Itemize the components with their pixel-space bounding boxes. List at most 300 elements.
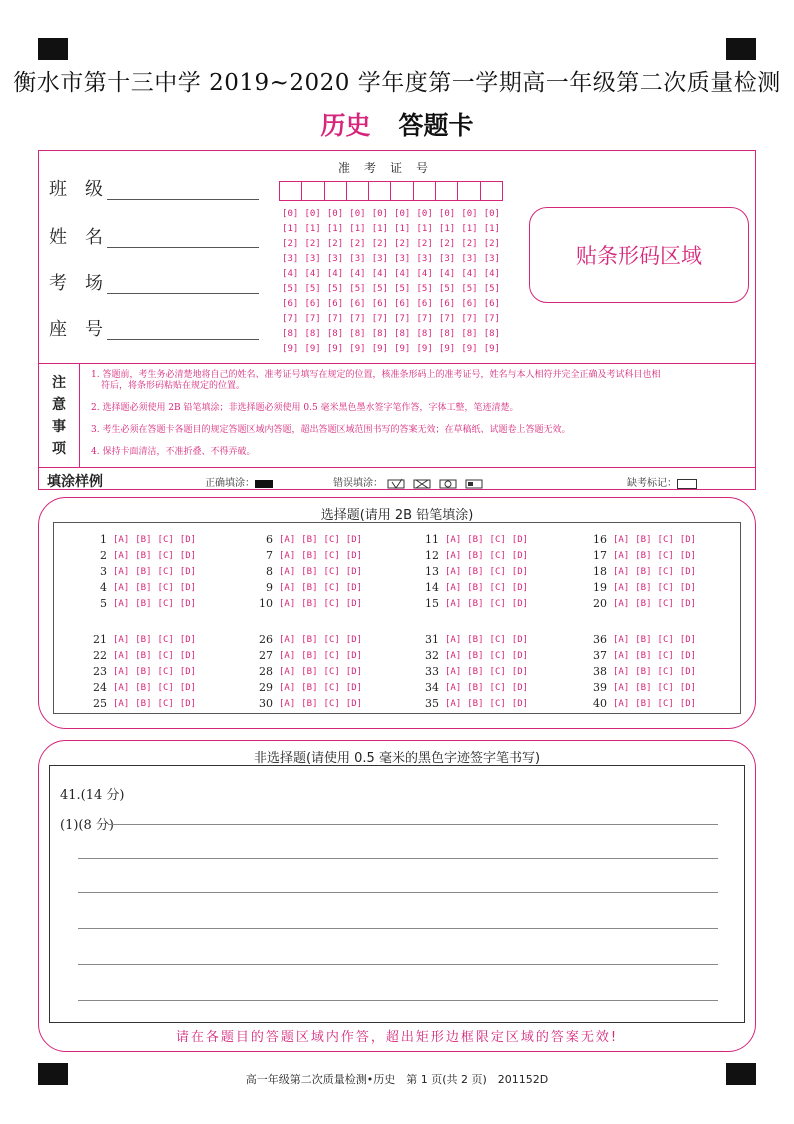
option-bubble[interactable]: [B]	[301, 598, 318, 609]
id-digit-bubble[interactable]: [9]	[483, 344, 500, 354]
id-digit-bubble[interactable]: [4]	[483, 269, 500, 279]
option-bubble[interactable]: [C]	[489, 550, 506, 561]
id-digit-bubble[interactable]: [8]	[326, 329, 344, 339]
option-bubble[interactable]: [D]	[179, 666, 197, 677]
id-digit-bubble[interactable]: [3]	[326, 254, 344, 264]
option-bubble[interactable]: [B]	[135, 566, 152, 577]
id-digit-bubble[interactable]: [0]	[483, 209, 500, 219]
option-bubble[interactable]: [C]	[323, 698, 340, 709]
id-digit-bubble[interactable]: [6]	[461, 299, 478, 309]
id-digit-bubble[interactable]: [3]	[282, 254, 299, 264]
option-bubble[interactable]: [B]	[301, 550, 318, 561]
id-digit-bubble[interactable]: [7]	[304, 314, 321, 324]
option-bubble[interactable]: [D]	[179, 534, 197, 545]
field-line[interactable]	[107, 199, 259, 200]
id-digit-bubble[interactable]: [6]	[416, 299, 433, 309]
option-bubble[interactable]: [A]	[613, 598, 630, 609]
id-digit-bubble[interactable]: [3]	[438, 254, 456, 264]
option-bubble[interactable]: [D]	[511, 682, 529, 693]
option-bubble[interactable]: [A]	[445, 598, 462, 609]
id-digit-bubble[interactable]: [8]	[416, 329, 433, 339]
option-bubble[interactable]: [B]	[635, 534, 652, 545]
id-digit-bubble[interactable]: [7]	[461, 314, 478, 324]
option-bubble[interactable]: [A]	[445, 582, 462, 593]
option-bubble[interactable]: [A]	[279, 550, 296, 561]
id-digit-bubble[interactable]: [7]	[416, 314, 433, 324]
question-41-part-1-label: (1)(8 分)	[60, 818, 114, 833]
option-bubble[interactable]: [A]	[445, 634, 462, 645]
id-digit-bubble[interactable]: [9]	[438, 344, 456, 354]
option-bubble[interactable]: [B]	[301, 682, 318, 693]
field-seat	[49, 315, 103, 341]
option-bubble[interactable]: [C]	[657, 598, 674, 609]
option-bubble[interactable]: [B]	[135, 634, 152, 645]
option-bubble[interactable]: [C]	[657, 582, 674, 593]
option-bubble[interactable]: [C]	[157, 598, 174, 609]
registration-mark-top-left	[38, 38, 68, 60]
option-bubble[interactable]: [B]	[635, 698, 652, 709]
id-digit-bubble[interactable]: [3]	[394, 254, 411, 264]
option-bubble[interactable]: [D]	[679, 534, 697, 545]
answer-line[interactable]	[78, 892, 718, 893]
option-bubble[interactable]: [A]	[613, 682, 630, 693]
question-number: 33	[425, 665, 439, 678]
id-digit-bubble[interactable]: [0]	[416, 209, 433, 219]
option-bubble[interactable]: [B]	[135, 682, 152, 693]
option-bubble[interactable]: [D]	[179, 698, 197, 709]
option-bubble[interactable]: [B]	[301, 634, 318, 645]
question-number: 3	[100, 565, 107, 578]
option-bubble[interactable]: [A]	[445, 650, 462, 661]
option-bubble[interactable]: [D]	[345, 650, 363, 661]
option-bubble[interactable]: [D]	[679, 582, 697, 593]
option-bubble[interactable]: [A]	[613, 582, 630, 593]
id-digit-bubble[interactable]: [6]	[326, 299, 344, 309]
option-bubble[interactable]: [B]	[135, 582, 152, 593]
option-bubble[interactable]: [C]	[157, 550, 174, 561]
id-digit-bubble[interactable]: [5]	[326, 284, 344, 294]
answer-frame[interactable]	[49, 765, 745, 1023]
answer-line[interactable]	[78, 1000, 718, 1001]
id-digit-bubble[interactable]: [7]	[349, 314, 366, 324]
option-bubble[interactable]: [C]	[489, 682, 506, 693]
id-digit-bubble[interactable]: [8]	[282, 329, 299, 339]
field-line[interactable]	[107, 293, 259, 294]
option-bubble[interactable]: [C]	[489, 634, 506, 645]
option-bubble[interactable]: [D]	[179, 634, 197, 645]
option-bubble[interactable]: [B]	[301, 698, 318, 709]
id-digit-bubble[interactable]: [1]	[416, 224, 433, 234]
option-bubble[interactable]: [D]	[679, 566, 697, 577]
id-digit-bubble[interactable]: [1]	[483, 224, 500, 234]
option-bubble[interactable]: [D]	[345, 582, 363, 593]
id-digit-bubble[interactable]: [0]	[371, 209, 388, 219]
id-digit-bubble[interactable]: [8]	[394, 329, 411, 339]
id-digit-bubble[interactable]: [6]	[483, 299, 500, 309]
option-bubble[interactable]: [C]	[323, 550, 340, 561]
id-digit-bubble[interactable]: [2]	[438, 239, 456, 249]
id-digit-bubble[interactable]: [0]	[394, 209, 411, 219]
card-type: 答题卡	[398, 111, 474, 140]
id-digit-bubble[interactable]: [0]	[438, 209, 456, 219]
id-digit-bubble[interactable]: [4]	[371, 269, 388, 279]
option-bubble[interactable]: [D]	[345, 534, 363, 545]
option-bubble[interactable]: [D]	[679, 598, 697, 609]
option-bubble[interactable]: [B]	[635, 598, 652, 609]
option-bubble[interactable]: [A]	[279, 666, 296, 677]
option-bubble[interactable]: [D]	[679, 698, 697, 709]
option-bubble[interactable]: [A]	[445, 666, 462, 677]
option-bubble[interactable]: [C]	[157, 698, 174, 709]
option-bubble[interactable]: [A]	[613, 566, 630, 577]
option-bubble[interactable]: [B]	[135, 698, 152, 709]
choice-question	[417, 680, 534, 695]
option-bubble[interactable]: [B]	[467, 698, 484, 709]
id-digit-bubble[interactable]: [1]	[461, 224, 478, 234]
option-bubble[interactable]: [D]	[179, 650, 197, 661]
option-bubble[interactable]: [A]	[113, 682, 130, 693]
option-bubble[interactable]: [C]	[489, 534, 506, 545]
option-bubble[interactable]: [C]	[323, 682, 340, 693]
option-bubble[interactable]: [D]	[511, 666, 529, 677]
option-bubble[interactable]: [D]	[179, 582, 197, 593]
option-bubble[interactable]: [A]	[113, 550, 130, 561]
question-number: 35	[425, 697, 439, 710]
id-digit-bubble[interactable]: [6]	[349, 299, 366, 309]
id-digit-bubble[interactable]: [4]	[349, 269, 366, 279]
option-bubble[interactable]: [B]	[635, 634, 652, 645]
option-bubble[interactable]: [C]	[657, 534, 674, 545]
id-digit-bubble[interactable]: [6]	[282, 299, 299, 309]
option-bubble[interactable]: [A]	[113, 566, 130, 577]
id-digit-bubble[interactable]: [9]	[416, 344, 433, 354]
question-number: 39	[593, 681, 607, 694]
option-bubble[interactable]: [A]	[279, 682, 296, 693]
option-bubble[interactable]: [C]	[489, 598, 506, 609]
id-digit-bubble[interactable]: [5]	[394, 284, 411, 294]
id-digit-bubble[interactable]: [0]	[461, 209, 478, 219]
id-digit-bubble[interactable]: [7]	[483, 314, 500, 324]
option-bubble[interactable]: [B]	[135, 534, 152, 545]
option-bubble[interactable]: [C]	[489, 582, 506, 593]
id-digit-bubble[interactable]: [1]	[282, 224, 299, 234]
exam-title: 衡水市第十三中学 2019~2020 学年度第一学期高一年级第二次质量检测	[13, 70, 781, 96]
id-digit-bubble[interactable]: [0]	[349, 209, 366, 219]
option-bubble[interactable]: [D]	[511, 550, 529, 561]
id-digit-bubble[interactable]: [2]	[461, 239, 478, 249]
option-bubble[interactable]: [B]	[135, 650, 152, 661]
field-label: 考 场	[49, 273, 103, 294]
option-bubble[interactable]: [C]	[489, 666, 506, 677]
option-bubble[interactable]: [A]	[113, 666, 130, 677]
option-bubble[interactable]: [D]	[345, 566, 363, 577]
option-bubble[interactable]: [C]	[157, 566, 174, 577]
choice-question	[251, 596, 368, 611]
fill-sample-row	[39, 467, 755, 490]
option-bubble[interactable]: [A]	[113, 598, 130, 609]
id-digit-bubble[interactable]: [2]	[394, 239, 411, 249]
option-bubble[interactable]: [C]	[657, 698, 674, 709]
id-digit-bubble[interactable]: [5]	[304, 284, 321, 294]
option-bubble[interactable]: [D]	[679, 666, 697, 677]
id-digit-bubble[interactable]: [6]	[371, 299, 388, 309]
option-bubble[interactable]: [B]	[301, 650, 318, 661]
choice-question	[585, 696, 702, 711]
option-bubble[interactable]: [C]	[323, 666, 340, 677]
id-digit-bubble[interactable]: [2]	[304, 239, 321, 249]
option-bubble[interactable]: [D]	[679, 682, 697, 693]
id-write-boxes[interactable]	[279, 181, 503, 201]
option-bubble[interactable]: [A]	[279, 698, 296, 709]
id-digit-bubble[interactable]: [4]	[304, 269, 321, 279]
id-digit-bubble[interactable]: [3]	[461, 254, 478, 264]
id-digit-bubble[interactable]: [8]	[438, 329, 456, 339]
id-digit-bubble[interactable]: [3]	[304, 254, 321, 264]
option-bubble[interactable]: [D]	[345, 666, 363, 677]
option-bubble[interactable]: [B]	[467, 634, 484, 645]
answer-line[interactable]	[78, 928, 718, 929]
choice-question	[585, 596, 702, 611]
question-number: 14	[425, 581, 439, 594]
id-digit-bubble[interactable]: [9]	[371, 344, 388, 354]
option-bubble[interactable]: [A]	[613, 698, 630, 709]
option-bubble[interactable]: [A]	[113, 650, 130, 661]
id-digit-bubble[interactable]: [7]	[371, 314, 388, 324]
option-bubble[interactable]: [A]	[613, 666, 630, 677]
option-bubble[interactable]: [C]	[657, 666, 674, 677]
id-digit-bubble[interactable]: [2]	[416, 239, 433, 249]
option-bubble[interactable]: [C]	[323, 650, 340, 661]
option-bubble[interactable]: [D]	[679, 550, 697, 561]
id-digit-bubble[interactable]: [4]	[326, 269, 344, 279]
option-bubble[interactable]: [B]	[467, 650, 484, 661]
id-digit-bubble[interactable]: [3]	[371, 254, 388, 264]
id-digit-bubble[interactable]: [1]	[349, 224, 366, 234]
id-digit-bubble[interactable]: [9]	[326, 344, 344, 354]
id-digit-bubble[interactable]: [7]	[326, 314, 344, 324]
id-digit-bubble[interactable]: [2]	[371, 239, 388, 249]
option-bubble[interactable]: [D]	[179, 566, 197, 577]
option-bubble[interactable]: [D]	[179, 682, 197, 693]
option-bubble[interactable]: [B]	[467, 682, 484, 693]
id-digit-bubble[interactable]: [4]	[438, 269, 456, 279]
option-bubble[interactable]: [A]	[445, 698, 462, 709]
id-digit-bubble[interactable]: [2]	[483, 239, 500, 249]
option-bubble[interactable]: [C]	[157, 666, 174, 677]
field-line[interactable]	[107, 339, 259, 340]
field-line[interactable]	[107, 247, 259, 248]
option-bubble[interactable]: [C]	[157, 582, 174, 593]
id-digit-bubble[interactable]: [2]	[282, 239, 299, 249]
notice-char: 意	[52, 397, 66, 413]
option-bubble[interactable]: [A]	[279, 566, 296, 577]
option-bubble[interactable]: [C]	[157, 650, 174, 661]
option-bubble[interactable]: [B]	[467, 666, 484, 677]
option-bubble[interactable]: [B]	[135, 666, 152, 677]
id-digit-bubble[interactable]: [5]	[371, 284, 388, 294]
option-bubble[interactable]: [B]	[467, 534, 484, 545]
option-bubble[interactable]: [B]	[135, 550, 152, 561]
option-bubble[interactable]: [C]	[657, 566, 674, 577]
id-digit-bubble[interactable]: [8]	[371, 329, 388, 339]
option-bubble[interactable]: [B]	[635, 666, 652, 677]
option-bubble[interactable]: [A]	[445, 534, 462, 545]
option-bubble[interactable]: [B]	[635, 550, 652, 561]
id-digit-bubble[interactable]: [5]	[349, 284, 366, 294]
option-bubble[interactable]: [C]	[657, 682, 674, 693]
id-digit-bubble[interactable]: [1]	[371, 224, 388, 234]
id-digit-bubble[interactable]: [3]	[483, 254, 500, 264]
option-bubble[interactable]: [B]	[467, 550, 484, 561]
option-bubble[interactable]: [D]	[511, 582, 529, 593]
option-bubble[interactable]: [B]	[301, 582, 318, 593]
option-bubble[interactable]: [D]	[511, 566, 529, 577]
option-bubble[interactable]: [B]	[301, 666, 318, 677]
option-bubble[interactable]: [C]	[323, 582, 340, 593]
barcode-area[interactable]: 贴条形码区域	[529, 207, 749, 303]
option-bubble[interactable]: [A]	[113, 698, 130, 709]
option-bubble[interactable]: [B]	[467, 582, 484, 593]
option-bubble[interactable]: [A]	[113, 582, 130, 593]
option-bubble[interactable]: [D]	[179, 598, 197, 609]
id-digit-bubble[interactable]: [1]	[304, 224, 321, 234]
option-bubble[interactable]: [B]	[635, 582, 652, 593]
option-bubble[interactable]: [D]	[679, 634, 697, 645]
option-bubble[interactable]: [C]	[323, 534, 340, 545]
option-bubble[interactable]: [D]	[345, 598, 363, 609]
id-digit-bubble[interactable]: [1]	[438, 224, 456, 234]
id-digit-bubble[interactable]: [9]	[304, 344, 321, 354]
question-number: 28	[259, 665, 273, 678]
id-digit-bubble[interactable]: [4]	[394, 269, 411, 279]
option-bubble[interactable]: [A]	[279, 650, 296, 661]
option-bubble[interactable]: [A]	[279, 634, 296, 645]
option-bubble[interactable]: [D]	[511, 634, 529, 645]
id-digit-bubble[interactable]: [3]	[416, 254, 433, 264]
option-bubble[interactable]: [C]	[157, 682, 174, 693]
id-digit-bubble[interactable]: [6]	[304, 299, 321, 309]
id-digit-bubble[interactable]: [4]	[416, 269, 433, 279]
answer-line[interactable]	[108, 824, 718, 825]
option-bubble[interactable]: [D]	[511, 534, 529, 545]
option-bubble[interactable]: [A]	[113, 534, 130, 545]
id-digit-bubble[interactable]: [5]	[416, 284, 433, 294]
id-digit-bubble[interactable]: [0]	[282, 209, 299, 219]
absent-box-icon[interactable]	[677, 479, 697, 489]
option-bubble[interactable]: [A]	[445, 566, 462, 577]
answer-line[interactable]	[78, 964, 718, 965]
option-bubble[interactable]: [A]	[279, 534, 296, 545]
id-digit-bubble[interactable]: [1]	[326, 224, 344, 234]
id-digit-bubble[interactable]: [7]	[282, 314, 299, 324]
option-bubble[interactable]: [A]	[613, 634, 630, 645]
option-bubble[interactable]: [A]	[445, 682, 462, 693]
field-label: 班 级	[49, 179, 103, 200]
id-digit-bubble[interactable]: [5]	[282, 284, 299, 294]
option-bubble[interactable]: [D]	[345, 634, 363, 645]
option-bubble[interactable]: [B]	[635, 682, 652, 693]
id-digit-bubble[interactable]: [4]	[282, 269, 299, 279]
open-header: 非选择题(请使用 0.5 毫米的黑色字迹签字笔书写)	[253, 751, 541, 766]
option-bubble[interactable]: [C]	[657, 634, 674, 645]
id-digit-bubble[interactable]: [6]	[394, 299, 411, 309]
id-bubble-grid[interactable]	[279, 207, 503, 357]
id-digit-bubble[interactable]: [6]	[438, 299, 456, 309]
option-bubble[interactable]: [B]	[635, 566, 652, 577]
id-digit-bubble[interactable]: [2]	[349, 239, 366, 249]
id-digit-bubble[interactable]: [0]	[304, 209, 321, 219]
option-bubble[interactable]: [A]	[613, 534, 630, 545]
option-bubble[interactable]: [C]	[657, 550, 674, 561]
id-digit-bubble[interactable]: [7]	[438, 314, 456, 324]
id-digit-bubble[interactable]: [8]	[461, 329, 478, 339]
id-digit-bubble[interactable]: [2]	[326, 239, 344, 249]
option-bubble[interactable]: [B]	[135, 598, 152, 609]
option-bubble[interactable]: [C]	[157, 534, 174, 545]
option-bubble[interactable]: [A]	[613, 650, 630, 661]
option-bubble[interactable]: [C]	[489, 698, 506, 709]
answer-line[interactable]	[78, 858, 718, 859]
option-bubble[interactable]: [B]	[467, 598, 484, 609]
id-digit-bubble[interactable]: [9]	[282, 344, 299, 354]
option-bubble[interactable]: [A]	[279, 598, 296, 609]
option-bubble[interactable]: [A]	[613, 550, 630, 561]
id-digit-row	[279, 282, 503, 297]
option-bubble[interactable]: [C]	[323, 634, 340, 645]
id-digit-bubble[interactable]: [7]	[394, 314, 411, 324]
option-bubble[interactable]: [A]	[445, 550, 462, 561]
option-bubble[interactable]: [C]	[157, 634, 174, 645]
question-number: 23	[93, 665, 107, 678]
option-bubble[interactable]: [C]	[657, 650, 674, 661]
id-digit-bubble[interactable]: [8]	[349, 329, 366, 339]
option-bubble[interactable]: [C]	[489, 566, 506, 577]
choice-question	[251, 580, 368, 595]
option-bubble[interactable]: [D]	[345, 698, 363, 709]
option-bubble[interactable]: [C]	[489, 650, 506, 661]
id-digit-bubble[interactable]: [5]	[483, 284, 500, 294]
option-bubble[interactable]: [B]	[301, 534, 318, 545]
id-digit-bubble[interactable]: [9]	[349, 344, 366, 354]
option-bubble[interactable]: [C]	[323, 598, 340, 609]
option-bubble[interactable]: [D]	[345, 682, 363, 693]
id-digit-bubble[interactable]: [4]	[461, 269, 478, 279]
id-digit-bubble[interactable]: [8]	[304, 329, 321, 339]
id-digit-bubble[interactable]: [0]	[326, 209, 344, 219]
option-bubble[interactable]: [D]	[345, 550, 363, 561]
option-bubble[interactable]: [B]	[467, 566, 484, 577]
id-digit-bubble[interactable]: [8]	[483, 329, 500, 339]
notice-char: 注	[52, 375, 66, 391]
field-label: 姓 名	[49, 227, 103, 248]
option-bubble[interactable]: [B]	[301, 566, 318, 577]
option-bubble[interactable]: [D]	[511, 598, 529, 609]
id-digit-bubble[interactable]: [3]	[349, 254, 366, 264]
id-digit-bubble[interactable]: [5]	[438, 284, 456, 294]
id-digit-bubble[interactable]: [9]	[394, 344, 411, 354]
option-bubble[interactable]: [B]	[635, 650, 652, 661]
id-digit-bubble[interactable]: [1]	[394, 224, 411, 234]
option-bubble[interactable]: [A]	[113, 634, 130, 645]
option-bubble[interactable]: [A]	[279, 582, 296, 593]
option-bubble[interactable]: [D]	[511, 650, 529, 661]
id-digit-bubble[interactable]: [5]	[461, 284, 478, 294]
id-digit-bubble[interactable]: [9]	[461, 344, 478, 354]
option-bubble[interactable]: [D]	[511, 698, 529, 709]
option-bubble[interactable]: [C]	[323, 566, 340, 577]
option-bubble[interactable]: [D]	[679, 650, 697, 661]
option-bubble[interactable]: [D]	[179, 550, 197, 561]
